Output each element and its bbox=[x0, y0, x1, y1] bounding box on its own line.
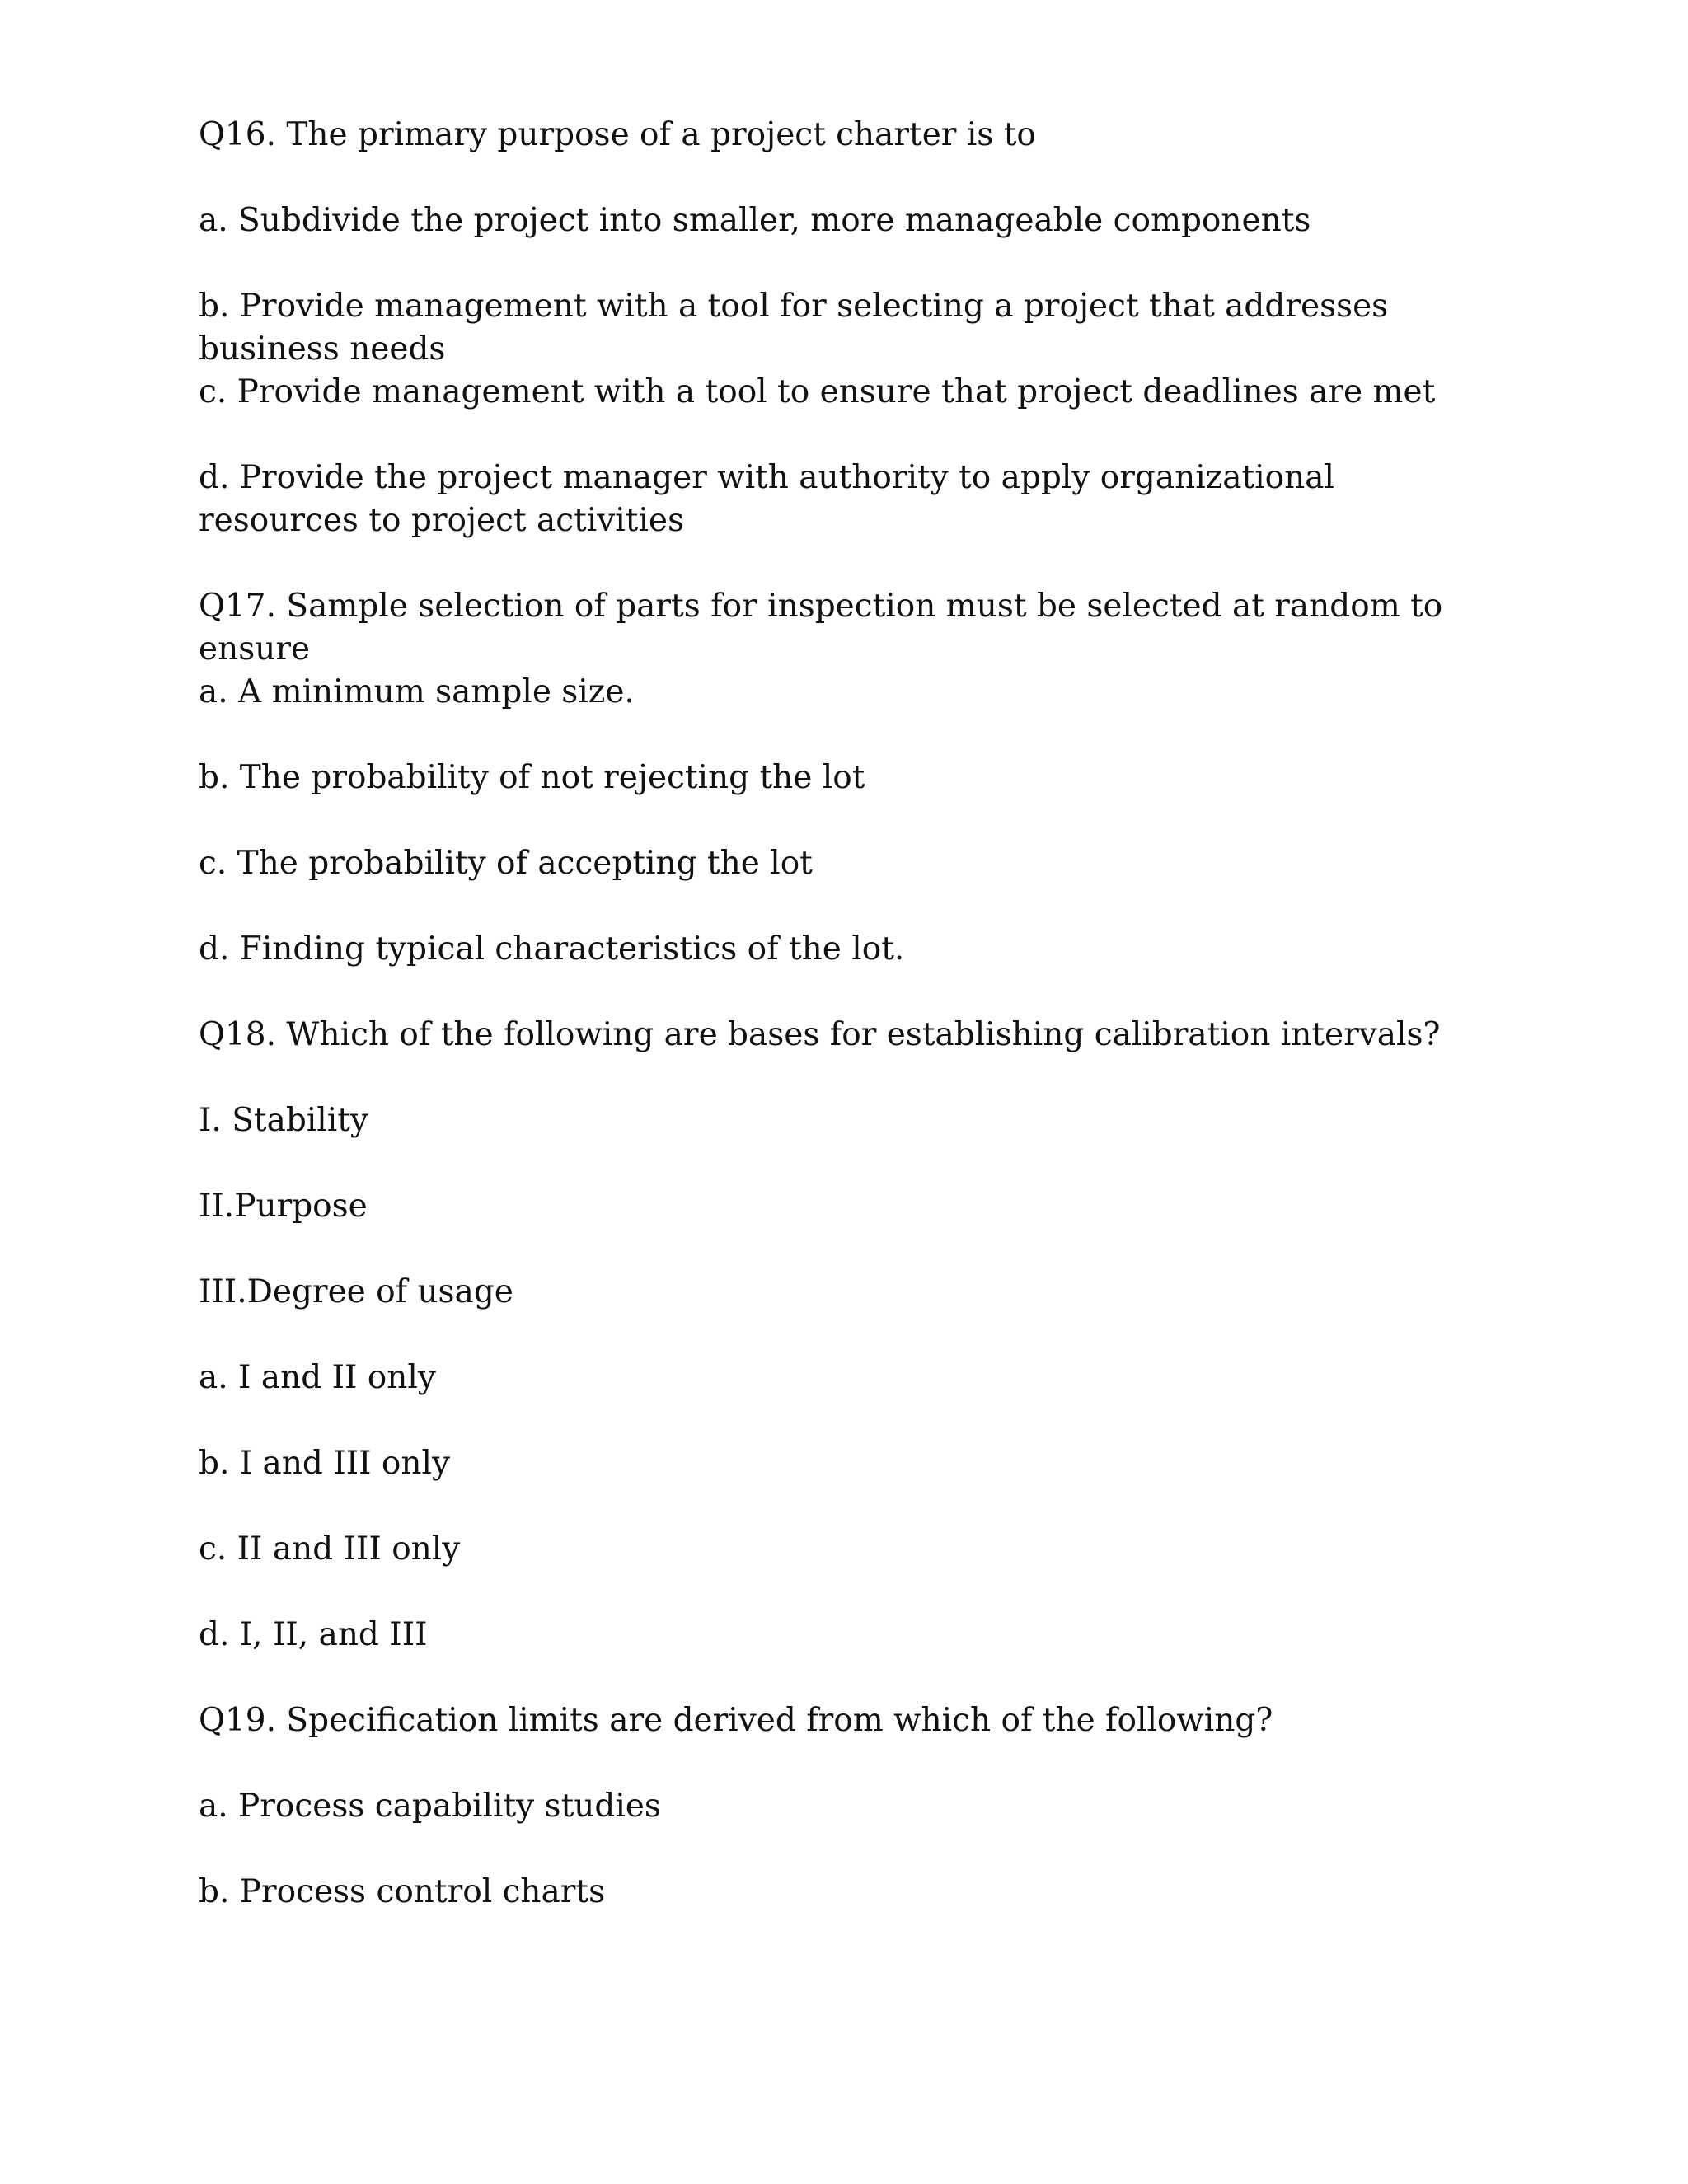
question-16-prompt: Q16. The primary purpose of a project charter is to bbox=[199, 116, 1036, 153]
question-17-option-d: d. Finding typical characteristics of the lot. bbox=[199, 930, 905, 968]
question-18-statement-2: II.Purpose bbox=[199, 1188, 368, 1225]
question-16-option-c: c. Provide management with a tool to ensure that project deadlines are met bbox=[199, 373, 1436, 410]
question-19-prompt: Q19. Specification limits are derived from which of the following? bbox=[199, 1702, 1273, 1739]
question-17-option-c: c. The probability of accepting the lot bbox=[199, 845, 813, 882]
question-18-statement-3: III.Degree of usage bbox=[199, 1273, 513, 1310]
question-17-option-b: b. The probability of not rejecting the lot bbox=[199, 759, 865, 796]
question-16-option-a: a. Subdivide the project into smaller, more manageable components bbox=[199, 202, 1311, 239]
question-18-option-a: a. I and II only bbox=[199, 1359, 436, 1396]
question-17-prompt: Q17. Sample selection of parts for inspection must be selected at random to ensure bbox=[199, 588, 1443, 668]
question-19-option-a: a. Process capability studies bbox=[199, 1788, 661, 1825]
question-19-option-b: b. Process control charts bbox=[199, 1873, 606, 1910]
question-18-statement-1: I. Stability bbox=[199, 1102, 368, 1139]
question-17-option-a: a. A minimum sample size. bbox=[199, 673, 635, 710]
question-16-option-b: b. Provide management with a tool for selecting a project that addresses business needs bbox=[199, 288, 1389, 368]
question-16-option-d: d. Provide the project manager with authority to apply organizational resources to project activities bbox=[199, 459, 1334, 539]
question-18-option-d: d. I, II, and III bbox=[199, 1616, 428, 1653]
question-18-option-c: c. II and III only bbox=[199, 1530, 461, 1568]
question-18-prompt: Q18. Which of the following are bases for establishing calibration intervals? bbox=[199, 1016, 1441, 1053]
question-18-option-b: b. I and III only bbox=[199, 1445, 451, 1482]
